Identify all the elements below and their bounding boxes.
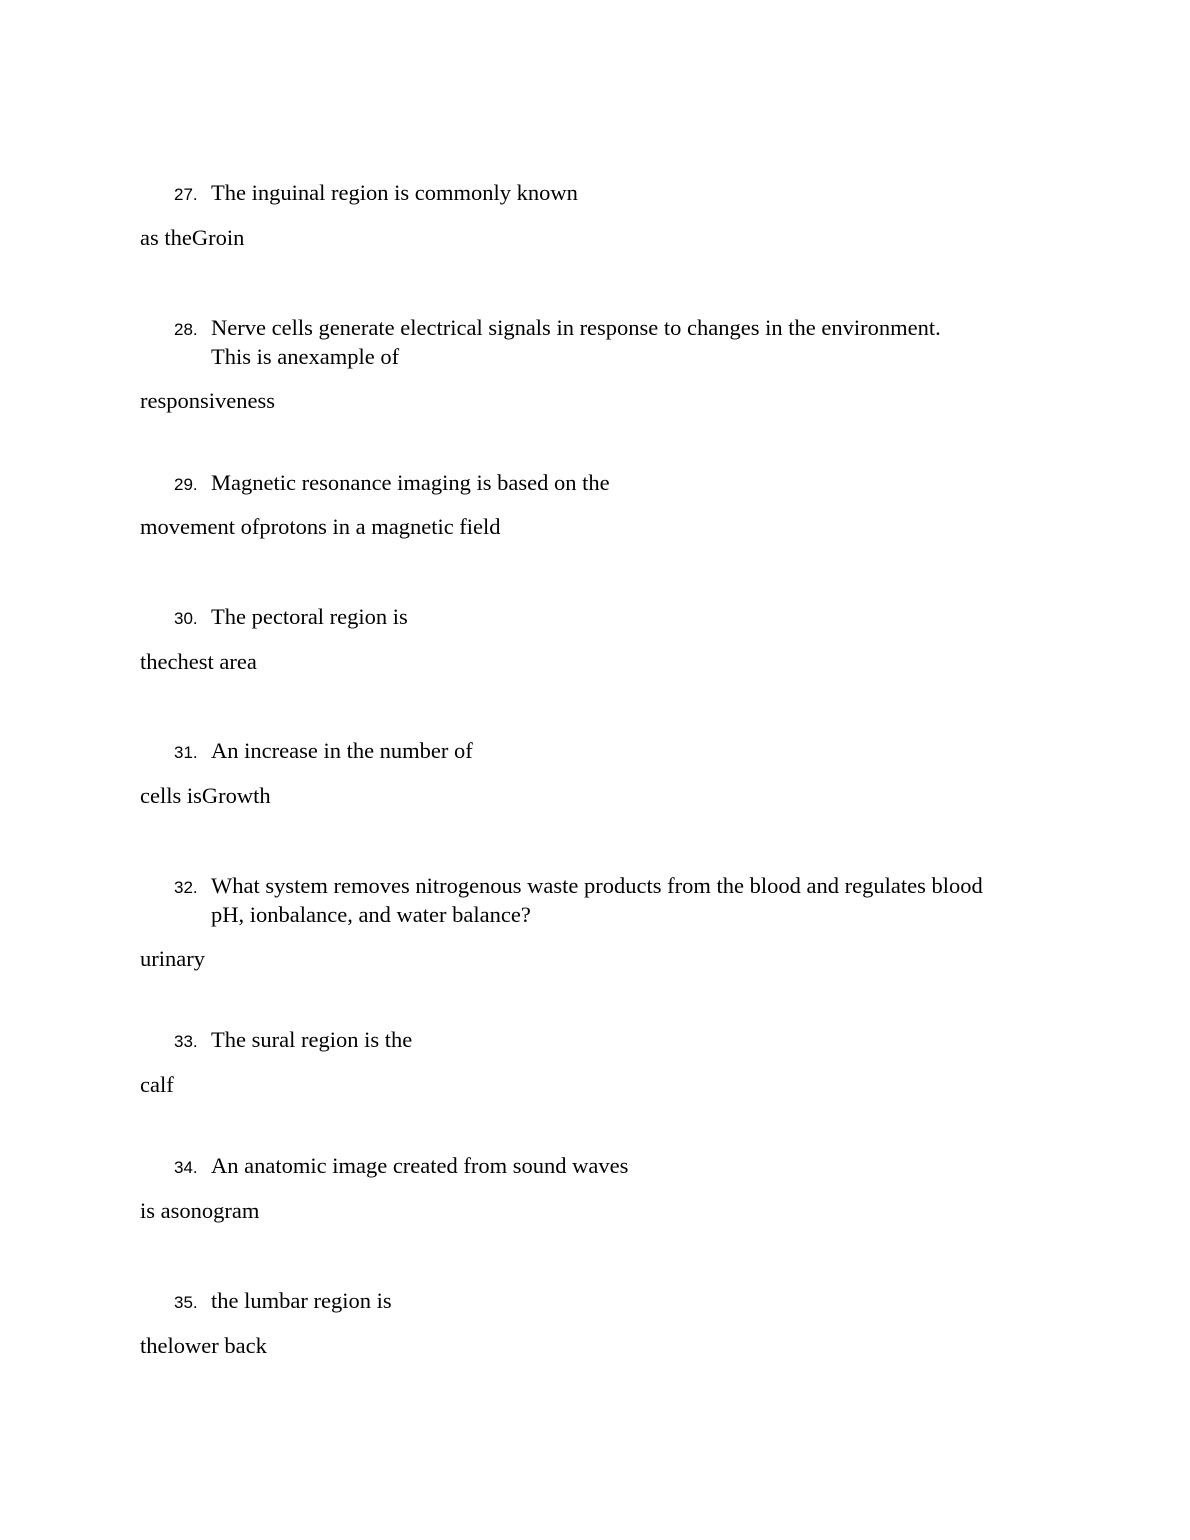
question-35 (174, 1286, 392, 1317)
answer-27 (140, 223, 244, 252)
answer-text: Groin (191, 225, 245, 250)
question-text: An anatomic image created from sound waves (211, 1153, 629, 1178)
answer-prefix: is a (140, 1198, 171, 1223)
question-34 (174, 1151, 628, 1182)
question-number: 34. (174, 1158, 198, 1177)
question-text: the lumbar region is (211, 1288, 392, 1313)
question-number: 28. (174, 320, 198, 339)
answer-32 (140, 944, 205, 973)
answer-text: chest area (167, 649, 257, 674)
question-32-continuation (211, 900, 531, 929)
question-number: 29. (174, 475, 198, 494)
answer-prefix: the (140, 649, 168, 674)
answer-29 (140, 512, 501, 541)
question-text-line2: pH, ion (211, 902, 279, 927)
answer-prefix: the (140, 1333, 168, 1358)
question-number: 35. (174, 1293, 198, 1312)
question-text-line2: This is an (211, 344, 299, 369)
question-number: 33. (174, 1032, 198, 1051)
question-text-line2-tail: balance, and water balance? (278, 902, 531, 927)
answer-33 (140, 1070, 174, 1099)
question-number: 27. (174, 185, 198, 204)
question-text: The sural region is the (211, 1027, 413, 1052)
question-text: An increase in the number of (211, 738, 473, 763)
question-text: The pectoral region is (211, 604, 408, 629)
question-number: 31. (174, 743, 198, 762)
answer-text: protons in a magnetic field (259, 514, 501, 539)
question-28-continuation (211, 342, 399, 371)
answer-28 (140, 386, 275, 415)
question-28 (174, 313, 941, 344)
answer-35 (140, 1331, 267, 1360)
question-number: 32. (174, 878, 198, 897)
answer-text: Growth (201, 783, 271, 808)
question-text-line2-tail: example of (298, 344, 400, 369)
answer-text: responsiveness (140, 388, 275, 413)
question-text: The inguinal region is commonly known (211, 180, 578, 205)
answer-text: calf (140, 1072, 174, 1097)
question-text: Nerve cells generate electrical signals in response to changes in the environment. (211, 315, 941, 340)
question-number: 30. (174, 609, 198, 628)
answer-text: lower back (167, 1333, 267, 1358)
question-29 (174, 468, 610, 499)
question-31 (174, 736, 473, 767)
answer-34 (140, 1196, 259, 1225)
question-text: Magnetic resonance imaging is based on the (211, 470, 610, 495)
answer-30 (140, 647, 257, 676)
answer-text: sonogram (170, 1198, 260, 1223)
question-27 (174, 178, 578, 209)
answer-prefix: movement of (140, 514, 260, 539)
question-32 (174, 871, 983, 902)
answer-prefix: as the (140, 225, 192, 250)
answer-prefix: cells is (140, 783, 202, 808)
answer-text: urinary (140, 946, 205, 971)
question-33 (174, 1025, 412, 1056)
question-30 (174, 602, 408, 633)
question-text: What system removes nitrogenous waste products from the blood and regulates blood (211, 873, 983, 898)
answer-31 (140, 781, 271, 810)
